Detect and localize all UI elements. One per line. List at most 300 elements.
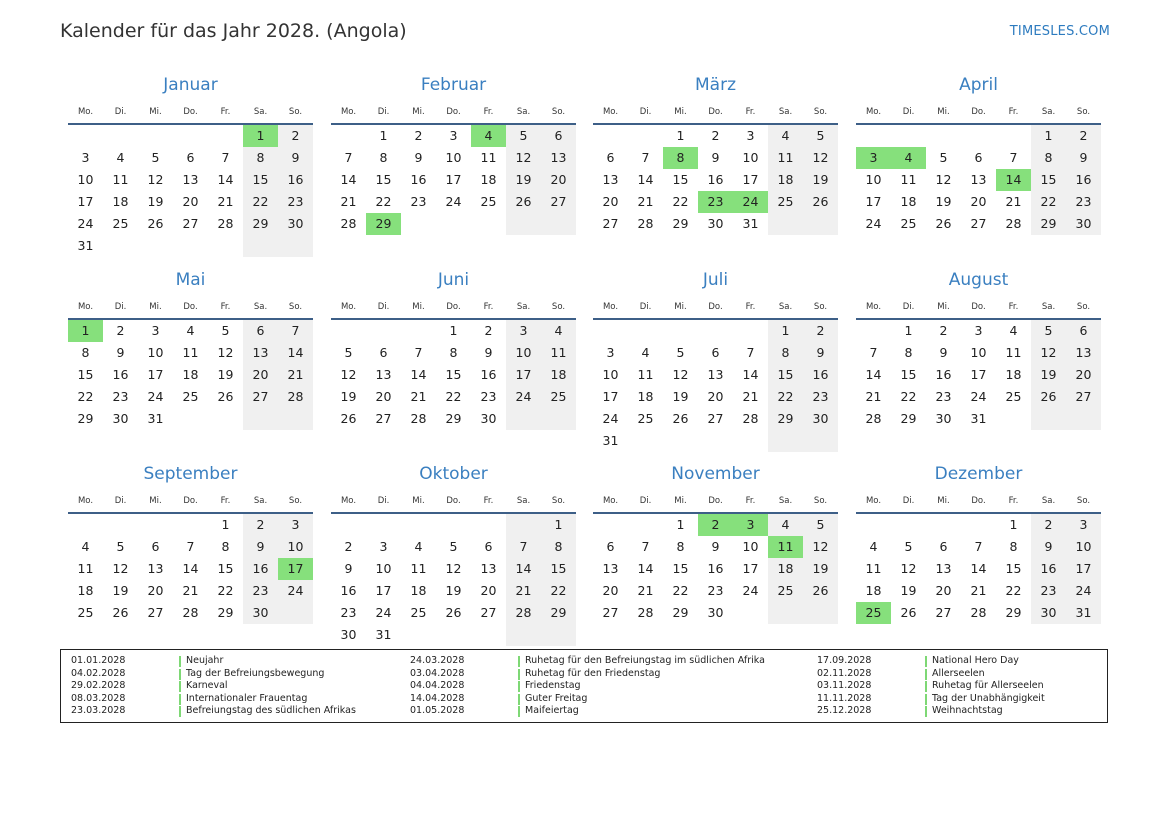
weekday-label: Mo. xyxy=(340,302,357,312)
weekday-label: So. xyxy=(551,302,566,312)
weekday-label: Di. xyxy=(639,107,652,117)
holiday-row xyxy=(817,655,1045,668)
empty-cell xyxy=(628,320,663,342)
day-cell: 19 xyxy=(445,583,462,598)
weekday-header xyxy=(68,299,313,315)
day-cell: 26 xyxy=(935,216,952,231)
holiday-marker xyxy=(925,706,927,717)
day-cell: 25 xyxy=(182,389,199,404)
day-cell: 9 xyxy=(1066,147,1101,169)
weekday-label: Sa. xyxy=(778,496,793,506)
day-cell: 3 xyxy=(506,320,541,342)
holiday-row xyxy=(71,655,356,668)
month-7 xyxy=(593,269,838,452)
weekday-header xyxy=(68,493,313,509)
day-cell: 11 xyxy=(1005,345,1022,360)
day-cell: 24 xyxy=(742,583,759,598)
holiday-marker xyxy=(518,681,520,692)
empty-cell xyxy=(593,125,628,147)
day-cell: 23 xyxy=(278,191,313,213)
holiday-date: 14.04.2028 xyxy=(410,692,465,704)
day-cell: 3 xyxy=(81,150,90,165)
day-cell: 27 xyxy=(480,605,497,620)
empty-cell xyxy=(803,602,838,624)
day-cell: 16 xyxy=(112,367,129,382)
weekday-label: Di. xyxy=(114,107,127,117)
day-cell: 1 xyxy=(1009,517,1018,532)
weekday-label: Di. xyxy=(902,496,915,506)
holiday-name: Internationaler Frauentag xyxy=(186,692,308,704)
empty-cell xyxy=(768,602,803,624)
day-cell: 5 xyxy=(506,125,541,147)
empty-cell xyxy=(401,213,436,235)
empty-cell xyxy=(506,514,541,536)
weekday-label: Mo. xyxy=(602,302,619,312)
weekday-label: Mi. xyxy=(412,496,425,506)
day-cell: 16 xyxy=(935,367,952,382)
day-cell: 14 xyxy=(865,367,882,382)
day-cell: 30 xyxy=(480,411,497,426)
month-8 xyxy=(856,269,1101,430)
weekday-label: Di. xyxy=(377,107,390,117)
weekday-label: Fr. xyxy=(1008,107,1019,117)
day-cell: 24 xyxy=(445,194,462,209)
day-cell: 2 xyxy=(711,128,720,143)
empty-cell xyxy=(103,235,138,257)
day-cell: 24 xyxy=(602,411,619,426)
day-cell: 16 xyxy=(480,367,497,382)
day-grid xyxy=(856,320,1101,430)
day-cell: 19 xyxy=(803,169,838,191)
day-cell: 19 xyxy=(935,194,952,209)
weekday-label: Sa. xyxy=(1041,496,1056,506)
day-cell: 18 xyxy=(637,389,654,404)
weekday-label: Mi. xyxy=(674,302,687,312)
holiday-name: Weihnachtstag xyxy=(932,705,1003,717)
day-cell: 21 xyxy=(637,583,654,598)
empty-cell xyxy=(698,320,733,342)
day-cell: 25 xyxy=(112,216,129,231)
day-cell: 2 xyxy=(116,323,125,338)
day-cell: 31 xyxy=(742,216,759,231)
month-3 xyxy=(593,74,838,235)
day-cell: 14 xyxy=(278,342,313,364)
day-cell: 1 xyxy=(768,320,803,342)
weekday-label: So. xyxy=(813,302,828,312)
day-cell: 23 xyxy=(803,386,838,408)
day-cell: 18 xyxy=(900,194,917,209)
day-cell: 11 xyxy=(541,342,576,364)
empty-cell xyxy=(996,408,1031,430)
day-cell: 11 xyxy=(77,561,94,576)
day-cell: 7 xyxy=(186,539,195,554)
day-cell: 16 xyxy=(803,364,838,386)
day-cell: 20 xyxy=(147,583,164,598)
weekday-label: So. xyxy=(288,302,303,312)
day-cell: 4 xyxy=(116,150,125,165)
holiday-day-cell: 25 xyxy=(856,602,891,624)
empty-cell xyxy=(926,514,961,536)
day-cell: 30 xyxy=(707,605,724,620)
empty-cell xyxy=(278,235,313,257)
empty-cell xyxy=(891,125,926,147)
day-cell: 8 xyxy=(676,539,685,554)
weekday-header xyxy=(68,104,313,120)
holiday-row xyxy=(817,705,1045,718)
month-11 xyxy=(593,463,838,624)
day-cell: 1 xyxy=(449,323,458,338)
day-cell: 24 xyxy=(506,386,541,408)
day-cell: 19 xyxy=(900,583,917,598)
day-cell: 25 xyxy=(1005,389,1022,404)
day-cell: 9 xyxy=(278,147,313,169)
empty-cell xyxy=(436,514,471,536)
weekday-header xyxy=(856,299,1101,315)
weekday-label: Mi. xyxy=(937,302,950,312)
weekday-label: Sa. xyxy=(253,302,268,312)
day-grid xyxy=(331,125,576,235)
day-cell: 25 xyxy=(541,386,576,408)
day-cell: 1 xyxy=(676,517,685,532)
weekday-label: Do. xyxy=(708,107,723,117)
empty-cell xyxy=(1031,408,1066,430)
day-cell: 12 xyxy=(900,561,917,576)
weekday-label: Do. xyxy=(971,107,986,117)
weekday-label: Do. xyxy=(446,302,461,312)
month-title: Oktober xyxy=(419,464,488,484)
day-cell: 11 xyxy=(182,345,199,360)
day-cell: 17 xyxy=(506,364,541,386)
day-cell: 20 xyxy=(243,364,278,386)
holiday-name: Befreiungstag des südlichen Afrikas xyxy=(186,705,356,717)
day-cell: 17 xyxy=(970,367,987,382)
day-cell: 2 xyxy=(278,125,313,147)
day-cell: 24 xyxy=(77,216,94,231)
day-cell: 13 xyxy=(243,342,278,364)
day-cell: 17 xyxy=(742,172,759,187)
day-cell: 3 xyxy=(746,128,755,143)
weekday-label: So. xyxy=(813,496,828,506)
day-cell: 13 xyxy=(182,172,199,187)
day-cell: 10 xyxy=(865,172,882,187)
holiday-name: National Hero Day xyxy=(932,655,1019,666)
holiday-name: Ruhetag für den Friedenstag xyxy=(525,667,661,679)
holiday-row xyxy=(410,655,765,668)
empty-cell xyxy=(366,514,401,536)
weekday-label: Mo. xyxy=(602,107,619,117)
day-cell: 10 xyxy=(742,539,759,554)
empty-cell xyxy=(506,408,541,430)
day-cell: 29 xyxy=(243,213,278,235)
day-cell: 20 xyxy=(1066,364,1101,386)
day-cell: 19 xyxy=(112,583,129,598)
weekday-label: Sa. xyxy=(516,302,531,312)
day-cell: 18 xyxy=(768,558,803,580)
month-5 xyxy=(68,269,313,430)
weekday-header xyxy=(593,493,838,509)
day-cell: 28 xyxy=(410,411,427,426)
day-cell: 7 xyxy=(974,539,983,554)
day-cell: 9 xyxy=(1031,536,1066,558)
holiday-marker xyxy=(925,681,927,692)
empty-cell xyxy=(628,514,663,536)
day-cell: 8 xyxy=(379,150,388,165)
weekday-label: Fr. xyxy=(483,107,494,117)
day-cell: 26 xyxy=(112,605,129,620)
weekday-label: Di. xyxy=(902,302,915,312)
day-cell: 18 xyxy=(112,194,129,209)
weekday-label: Sa. xyxy=(253,496,268,506)
day-cell: 22 xyxy=(672,583,689,598)
day-cell: 10 xyxy=(375,561,392,576)
holiday-row xyxy=(71,668,356,681)
empty-cell xyxy=(506,213,541,235)
day-cell: 17 xyxy=(1066,558,1101,580)
month-4 xyxy=(856,74,1101,235)
empty-cell xyxy=(471,624,506,646)
day-cell: 28 xyxy=(637,216,654,231)
day-cell: 31 xyxy=(1066,602,1101,624)
empty-cell xyxy=(401,320,436,342)
day-cell: 18 xyxy=(768,169,803,191)
holiday-date: 01.01.2028 xyxy=(71,655,126,666)
weekday-label: Di. xyxy=(114,302,127,312)
day-cell: 23 xyxy=(707,583,724,598)
day-cell: 31 xyxy=(147,411,164,426)
month-1 xyxy=(68,74,313,257)
month-title: Mai xyxy=(175,270,206,290)
day-cell: 5 xyxy=(221,323,230,338)
day-cell: 7 xyxy=(344,150,353,165)
day-cell: 24 xyxy=(278,580,313,602)
day-cell: 13 xyxy=(707,367,724,382)
day-cell: 4 xyxy=(768,125,803,147)
day-cell: 8 xyxy=(449,345,458,360)
empty-cell xyxy=(278,602,313,624)
empty-cell xyxy=(243,408,278,430)
day-cell: 28 xyxy=(182,605,199,620)
day-cell: 8 xyxy=(1031,147,1066,169)
holiday-day-cell: 2 xyxy=(698,514,733,536)
weekday-label: Mi. xyxy=(412,107,425,117)
holiday-name: Guter Freitag xyxy=(525,692,588,704)
day-cell: 2 xyxy=(484,323,493,338)
day-cell: 26 xyxy=(672,411,689,426)
weekday-label: Sa. xyxy=(1041,107,1056,117)
weekday-label: Do. xyxy=(446,496,461,506)
day-cell: 7 xyxy=(869,345,878,360)
holiday-date: 04.02.2028 xyxy=(71,667,126,679)
day-cell: 30 xyxy=(803,408,838,430)
empty-cell xyxy=(173,125,208,147)
empty-cell xyxy=(208,408,243,430)
day-cell: 28 xyxy=(506,602,541,624)
day-cell: 2 xyxy=(803,320,838,342)
weekday-label: So. xyxy=(1076,496,1091,506)
day-cell: 11 xyxy=(637,367,654,382)
day-cell: 1 xyxy=(379,128,388,143)
day-cell: 9 xyxy=(711,150,720,165)
day-cell: 24 xyxy=(970,389,987,404)
day-cell: 22 xyxy=(217,583,234,598)
day-cell: 22 xyxy=(375,194,392,209)
empty-cell xyxy=(996,125,1031,147)
day-cell: 2 xyxy=(1031,514,1066,536)
day-cell: 31 xyxy=(77,238,94,253)
weekday-header xyxy=(331,299,576,315)
day-cell: 26 xyxy=(217,389,234,404)
day-cell: 30 xyxy=(1066,213,1101,235)
day-cell: 8 xyxy=(541,536,576,558)
day-cell: 22 xyxy=(900,389,917,404)
weekday-label: Sa. xyxy=(778,302,793,312)
day-cell: 6 xyxy=(606,539,615,554)
holiday-name: Friedenstag xyxy=(525,680,581,692)
day-cell: 17 xyxy=(375,583,392,598)
weekday-label: Mi. xyxy=(149,107,162,117)
day-cell: 7 xyxy=(278,320,313,342)
holiday-date: 01.05.2028 xyxy=(410,705,465,717)
day-cell: 16 xyxy=(410,172,427,187)
day-cell: 6 xyxy=(541,125,576,147)
day-cell: 12 xyxy=(672,367,689,382)
day-cell: 28 xyxy=(637,605,654,620)
holiday-date: 04.04.2028 xyxy=(410,680,465,692)
day-cell: 9 xyxy=(939,345,948,360)
day-cell: 11 xyxy=(768,147,803,169)
day-cell: 16 xyxy=(1031,558,1066,580)
day-cell: 21 xyxy=(970,583,987,598)
weekday-label: Mi. xyxy=(674,496,687,506)
weekday-label: So. xyxy=(1076,302,1091,312)
day-cell: 12 xyxy=(1031,342,1066,364)
weekday-label: Fr. xyxy=(220,107,231,117)
day-cell: 12 xyxy=(147,172,164,187)
empty-cell xyxy=(1066,408,1101,430)
day-cell: 16 xyxy=(707,172,724,187)
weekday-label: Mo. xyxy=(77,107,94,117)
weekday-label: Sa. xyxy=(253,107,268,117)
day-cell: 28 xyxy=(340,216,357,231)
day-cell: 20 xyxy=(182,194,199,209)
day-cell: 21 xyxy=(1005,194,1022,209)
day-grid xyxy=(593,514,838,624)
holiday-day-cell: 4 xyxy=(891,147,926,169)
day-cell: 15 xyxy=(1005,561,1022,576)
weekday-label: Fr. xyxy=(1008,302,1019,312)
weekday-header xyxy=(331,493,576,509)
empty-cell xyxy=(663,430,698,452)
day-cell: 24 xyxy=(1066,580,1101,602)
day-cell: 12 xyxy=(217,345,234,360)
empty-cell xyxy=(698,430,733,452)
day-cell: 25 xyxy=(77,605,94,620)
day-cell: 11 xyxy=(865,561,882,576)
day-cell: 19 xyxy=(672,389,689,404)
holiday-marker xyxy=(179,681,181,692)
day-cell: 26 xyxy=(1031,386,1066,408)
day-cell: 20 xyxy=(935,583,952,598)
day-cell: 18 xyxy=(1005,367,1022,382)
day-cell: 11 xyxy=(410,561,427,576)
empty-cell xyxy=(103,125,138,147)
day-cell: 19 xyxy=(506,169,541,191)
day-cell: 18 xyxy=(865,583,882,598)
day-cell: 27 xyxy=(602,605,619,620)
holiday-date: 29.02.2028 xyxy=(71,680,126,692)
day-cell: 29 xyxy=(900,411,917,426)
brand-link[interactable]: TIMESLES.COM xyxy=(1009,24,1110,39)
day-cell: 1 xyxy=(676,128,685,143)
empty-cell xyxy=(541,624,576,646)
empty-cell xyxy=(173,235,208,257)
day-cell: 21 xyxy=(410,389,427,404)
day-cell: 3 xyxy=(151,323,160,338)
empty-cell xyxy=(768,430,803,452)
empty-cell xyxy=(891,514,926,536)
day-grid xyxy=(593,125,838,235)
day-cell: 9 xyxy=(414,150,423,165)
holiday-list xyxy=(60,649,1108,723)
weekday-label: Mo. xyxy=(602,496,619,506)
day-cell: 2 xyxy=(414,128,423,143)
weekday-label: Fr. xyxy=(1008,496,1019,506)
day-cell: 9 xyxy=(484,345,493,360)
day-cell: 27 xyxy=(935,605,952,620)
weekday-label: Do. xyxy=(971,496,986,506)
day-cell: 25 xyxy=(480,194,497,209)
day-cell: 23 xyxy=(112,389,129,404)
month-9 xyxy=(68,463,313,624)
day-cell: 6 xyxy=(939,539,948,554)
day-cell: 17 xyxy=(445,172,462,187)
weekday-label: Fr. xyxy=(220,302,231,312)
empty-cell xyxy=(68,125,103,147)
empty-cell xyxy=(331,514,366,536)
weekday-label: Mo. xyxy=(77,496,94,506)
empty-cell xyxy=(768,213,803,235)
day-cell: 31 xyxy=(602,433,619,448)
day-cell: 28 xyxy=(742,411,759,426)
holiday-row xyxy=(410,680,765,693)
day-cell: 7 xyxy=(221,150,230,165)
day-cell: 8 xyxy=(81,345,90,360)
empty-cell xyxy=(593,514,628,536)
day-cell: 26 xyxy=(803,580,838,602)
day-cell: 13 xyxy=(935,561,952,576)
day-cell: 6 xyxy=(606,150,615,165)
holiday-day-cell: 29 xyxy=(366,213,401,235)
holiday-marker xyxy=(179,706,181,717)
empty-cell xyxy=(733,602,768,624)
holiday-row xyxy=(71,680,356,693)
holiday-date: 25.12.2028 xyxy=(817,705,872,717)
weekday-label: Do. xyxy=(183,496,198,506)
day-cell: 4 xyxy=(414,539,423,554)
holiday-name: Neujahr xyxy=(186,655,224,666)
day-cell: 14 xyxy=(970,561,987,576)
holiday-day-cell: 3 xyxy=(856,147,891,169)
empty-cell xyxy=(628,430,663,452)
holiday-row xyxy=(71,705,356,718)
day-cell: 22 xyxy=(77,389,94,404)
day-cell: 4 xyxy=(641,345,650,360)
day-cell: 16 xyxy=(243,558,278,580)
day-cell: 5 xyxy=(116,539,125,554)
holiday-marker xyxy=(179,694,181,705)
day-cell: 17 xyxy=(742,561,759,576)
day-cell: 27 xyxy=(707,411,724,426)
